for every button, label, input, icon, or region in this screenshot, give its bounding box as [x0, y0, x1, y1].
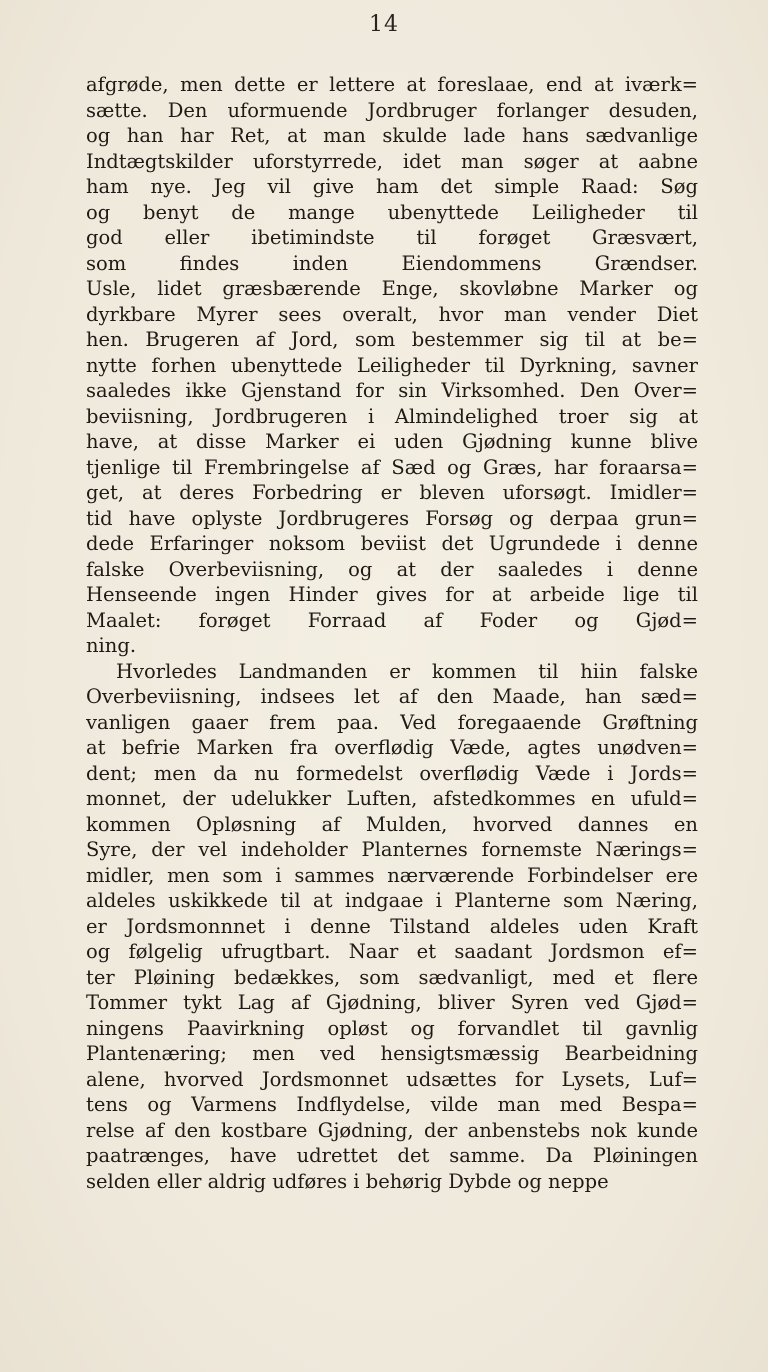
text-line: selden eller aldrig udføres i behørig Dybde og neppe	[86, 1169, 609, 1193]
text-line: get, at deres Forbedring er bleven uforsøgt. Imidler=	[86, 481, 698, 504]
text-line: tjenlige til Frembringelse af Sæd og Græs, har foraarsa=	[86, 455, 698, 479]
text-line: vanligen gaaer frem paa. Ved foregaaende Grøftning	[86, 710, 698, 734]
text-line: monnet, der udelukker Luften, afstedkommes en ufuld=	[86, 787, 698, 810]
text-line: aldeles uskikkede til at indgaae i Planterne som Næring,	[86, 889, 698, 912]
text-line: Hvorledes Landmanden er kommen til hiin falske	[116, 659, 698, 683]
text-line: god eller ibetimindste til forøget Græsvært,	[86, 226, 698, 249]
text-line: ningens Paavirkning opløst og forvandlet til gavnlig	[86, 1016, 698, 1040]
text-line: kommen Opløsning af Mulden, hvorved dannes en	[86, 812, 698, 836]
text-line: have, at disse Marker ei uden Gjødning kunne blive	[86, 430, 698, 453]
text-line: alene, hvorved Jordsmonnet udsættes for Lysets, Luf=	[86, 1067, 698, 1091]
text-line: ter Pløining bedækkes, som sædvanligt, med et flere	[86, 965, 698, 989]
text-line: dyrkbare Myrer sees overalt, hvor man vender Diet	[86, 302, 698, 326]
text-line: beviisning, Jordbrugeren i Almindelighed troer sig at	[86, 404, 698, 428]
text-line: Indtægtskilder uforstyrrede, idet man søger at aabne	[86, 149, 698, 173]
text-line: ning.	[86, 634, 137, 657]
text-line: relse af den kostbare Gjødning, der anbenstebs nok kunde	[86, 1118, 698, 1142]
text-line: sætte. Den uformuende Jordbruger forlanger desuden,	[86, 98, 698, 122]
text-line: og benyt de mange ubenyttede Leiligheder til	[86, 200, 698, 224]
text-line: Maalet: forøget Forraad af Foder og Gjød=	[86, 608, 698, 632]
text-line: paatrænges, have udrettet det samme. Da Pløiningen	[86, 1144, 698, 1167]
text-line: og følgelig ufrugtbart. Naar et saadant Jordsmon ef=	[86, 940, 698, 963]
text-line: hen. Brugeren af Jord, som bestemmer sig til at be=	[86, 328, 698, 351]
text-line: midler, men som i sammes nærværende Forbindelser ere	[86, 863, 698, 887]
text-line: falske Overbeviisning, og at der saaledes i denne	[86, 557, 698, 581]
text-line: Overbeviisning, indsees let af den Maade, han sæd=	[86, 685, 698, 708]
text-line: er Jordsmonnnet i denne Tilstand aldeles uden Kraft	[86, 914, 698, 938]
text-line: dede Erfaringer noksom beviist det Ugrundede i denne	[86, 532, 698, 555]
text-line: Tommer tykt Lag af Gjødning, bliver Syren ved Gjød=	[86, 991, 698, 1014]
text-line: Plantenæring; men ved hensigtsmæssig Bearbeidning	[86, 1042, 698, 1065]
text-line: at befrie Marken fra overflødig Væde, agtes unødven=	[86, 736, 698, 759]
body-text	[86, 72, 698, 1194]
text-line: tens og Varmens Indflydelse, vilde man med Bespa=	[86, 1093, 698, 1116]
text-line: ham nye. Jeg vil give ham det simple Raad: Søg	[86, 175, 698, 198]
page-number: 14	[369, 12, 399, 37]
text-line: dent; men da nu formedelst overflødig Væde i Jords=	[86, 761, 698, 785]
text-line: Henseende ingen Hinder gives for at arbeide lige til	[86, 583, 698, 606]
text-line: nytte forhen ubenyttede Leiligheder til Dyrkning, savner	[86, 353, 698, 377]
text-line: som findes inden Eiendommens Grændser.	[86, 251, 698, 275]
text-line: tid have oplyste Jordbrugeres Forsøg og derpaa grun=	[86, 506, 698, 530]
text-line: saaledes ikke Gjenstand for sin Virksomhed. Den Over=	[86, 379, 698, 402]
text-line: Syre, der vel indeholder Planternes fornemste Nærings=	[86, 838, 698, 861]
text-line: Usle, lidet græsbærende Enge, skovløbne Marker og	[86, 277, 698, 300]
text-line: afgrøde, men dette er lettere at foreslaae, end at iværk=	[86, 73, 698, 96]
text-line: og han har Ret, at man skulde lade hans sædvanlige	[86, 124, 698, 147]
